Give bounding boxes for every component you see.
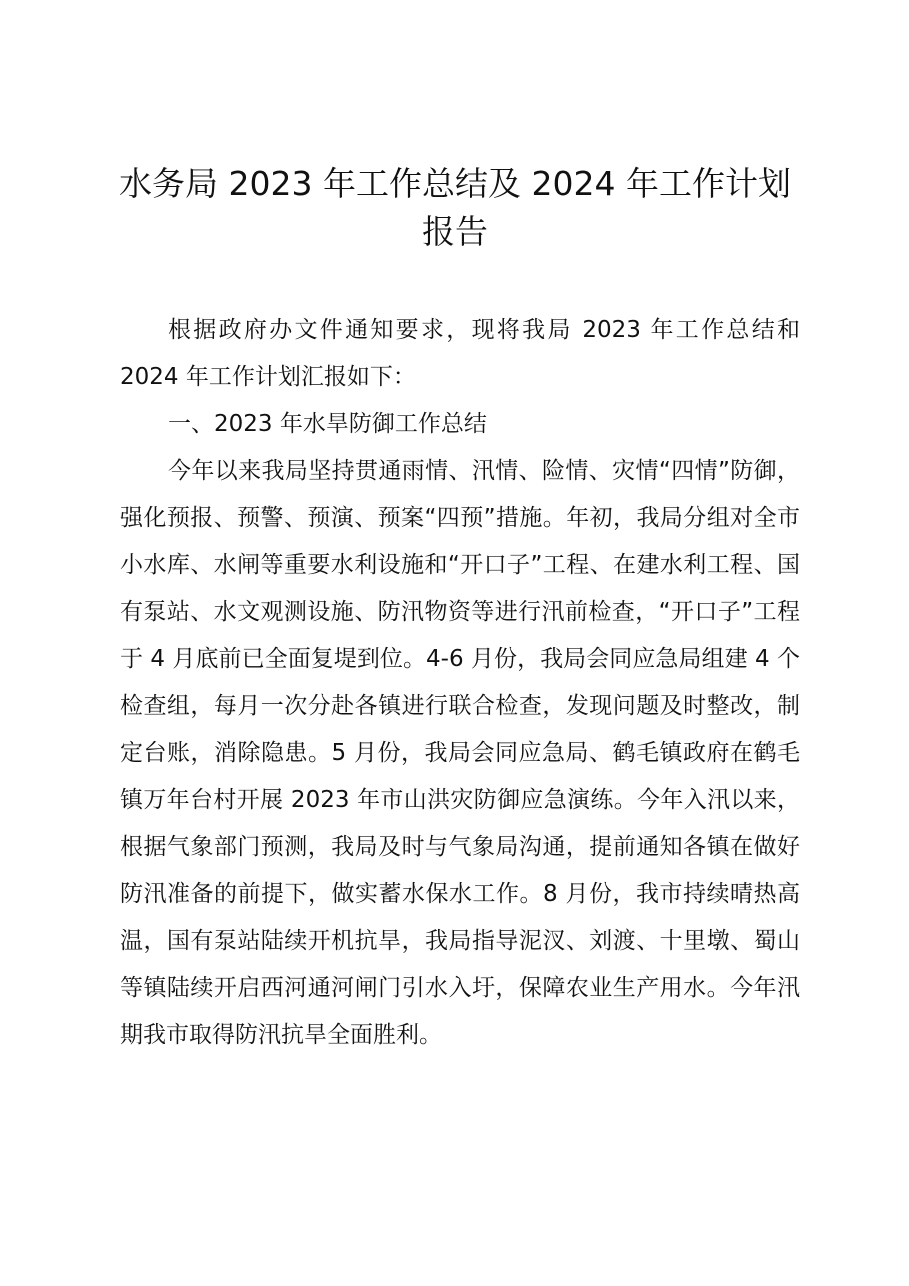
section-1-paragraph: 今年以来我局坚持贯通雨情、汛情、险情、灾情“四情”防御，强化预报、预警、预演、预案“四预”措施。年初，我局分组对全市小水库、水闸等重要水利设施和“开口子”工程、在建水利工程、国有泵站、水文观测设施、防汛物资等进行汛前检查，“开口子”工程于 4 月底前已全面复堤到位。4-6 月份，我局会同应急局组建 4 个检查组，每月一次分赴各镇进行联合检查，发现问题及时整改，制定台账，消除隐患。5 月份，我局会同应急局、鹤毛镇政府在鹤毛镇万年台村开展 2023 年市山洪灾防御应急演练。今年入汛以来，根据气象部门预测，我局及时与气象局沟通，提前通知各镇在做好防汛准备的前提下，做实蓄水保水工作。8 月份，我市持续晴热高温，国有泵站陆续开机抗旱，我局指导泥汊、刘渡、十里墩、蜀山等镇陆续开启西河通河闸门引水入圩，保障农业生产用水。今年汛期我市取得防汛抗旱全面胜利。	[120, 458, 800, 1048]
document-title-line-1: 水务局 2023 年工作总结及 2024 年工作计划	[119, 164, 791, 203]
document-title	[110, 160, 800, 256]
section-heading-1: 一、2023 年水旱防御工作总结	[168, 411, 487, 437]
document-body	[120, 307, 800, 1059]
intro-paragraph: 根据政府办文件通知要求，现将我局 2023 年工作总结和 2024 年工作计划汇报如下：	[120, 317, 800, 390]
document-title-line-2: 报告	[422, 212, 488, 251]
